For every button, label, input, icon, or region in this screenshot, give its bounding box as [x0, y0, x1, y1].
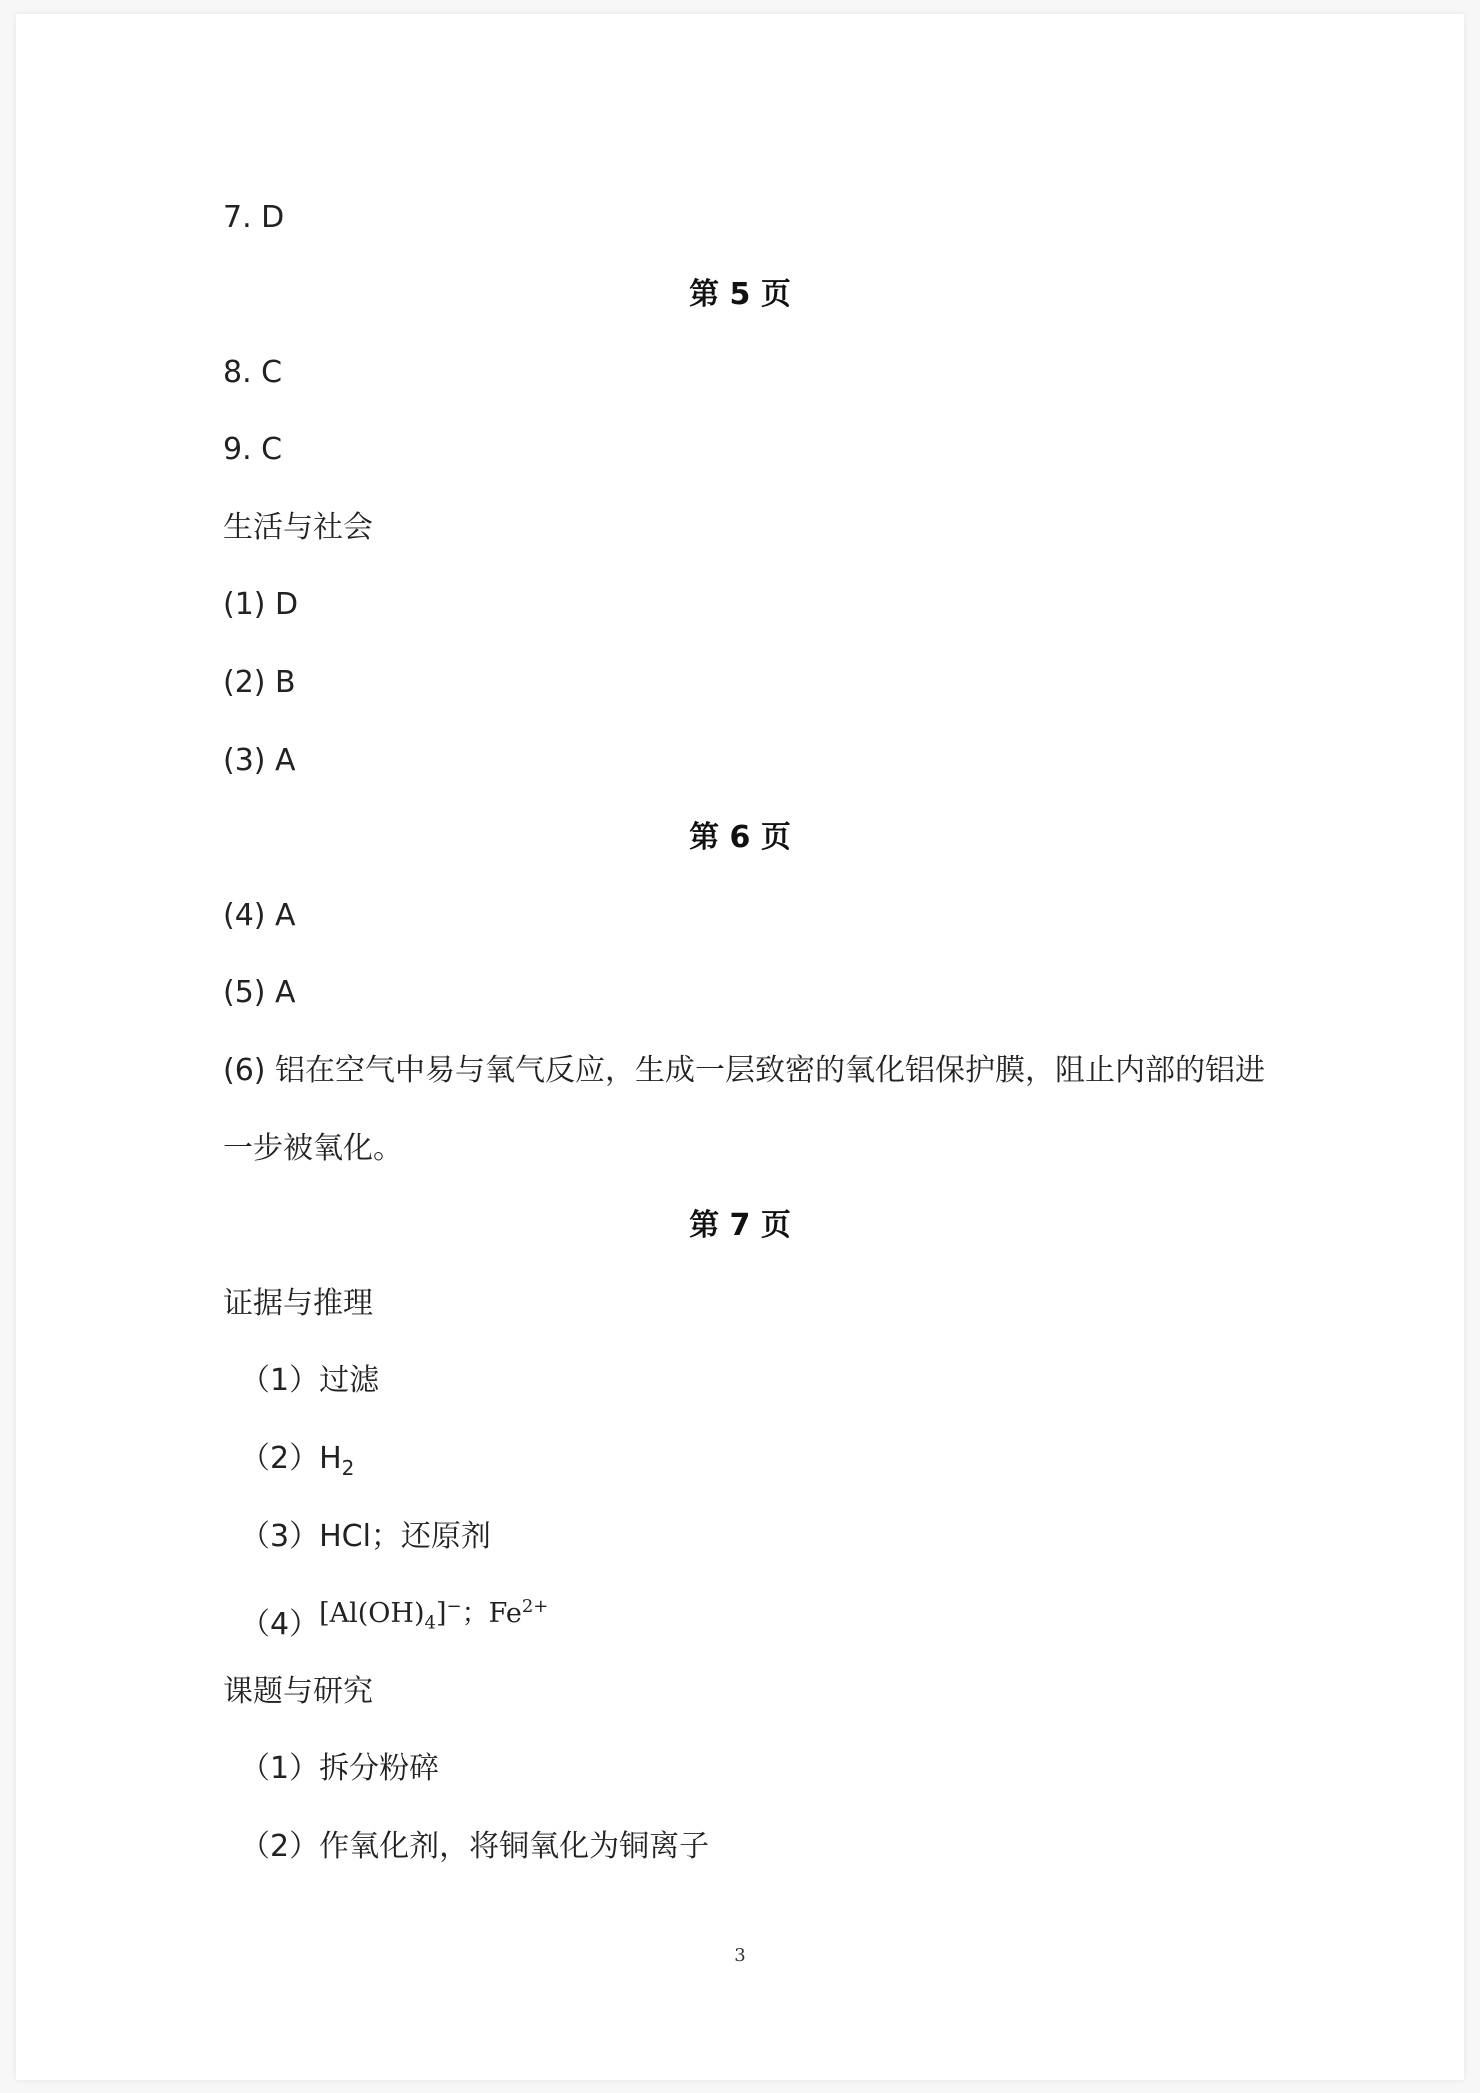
formula-al-fe	[319, 1596, 549, 1634]
answer-life-3: (3) A	[223, 743, 296, 778]
section-evidence-reasoning: 证据与推理	[223, 1286, 373, 1321]
formula-separator: ；	[461, 1598, 489, 1629]
answer-life-5: (5) A	[223, 975, 296, 1010]
formula-fe-sup: 2+	[521, 1596, 549, 1617]
answer-life-2: (2) B	[223, 665, 296, 700]
answer-evidence-4	[240, 1596, 549, 1655]
answer-research-2: （2）作氧化剂，将铜氧化为铜离子	[240, 1829, 710, 1864]
answer-evidence-2	[240, 1439, 354, 1488]
answer-life-6: (6) 铝在空气中易与氧气反应，生成一层致密的氧化铝保护膜，阻止内部的铝进	[223, 1053, 1266, 1088]
section-life-society: 生活与社会	[223, 510, 373, 545]
h2-subscript: 2	[341, 1456, 355, 1480]
formula-al-sub: 4	[424, 1612, 436, 1634]
answer-evidence-4-label: （4）	[240, 1607, 320, 1642]
page-number: 3	[734, 1945, 746, 1966]
formula-al-bracket: ]	[435, 1598, 447, 1629]
answer-life-1: (1) D	[223, 587, 299, 622]
page-heading-7: 第 7 页	[689, 1208, 791, 1243]
section-topic-research: 课题与研究	[223, 1674, 373, 1709]
answer-8: 8. C	[223, 355, 283, 390]
answer-life-6-continued: 一步被氧化。	[223, 1131, 403, 1166]
page-heading-6: 第 6 页	[689, 820, 791, 855]
answer-life-4: (4) A	[223, 898, 296, 933]
answer-evidence-2-text: （2）H	[240, 1441, 342, 1476]
formula-fe: Fe	[488, 1598, 522, 1629]
answer-9: 9. C	[223, 432, 283, 467]
document-page	[16, 14, 1464, 2080]
answer-7: 7. D	[223, 200, 285, 235]
answer-research-1: （1）拆分粉碎	[240, 1751, 440, 1786]
answer-evidence-3: （3）HCl；还原剂	[240, 1519, 491, 1554]
page-heading-5: 第 5 页	[689, 277, 791, 312]
answer-evidence-1: （1）过滤	[240, 1363, 380, 1398]
formula-al-sup: −	[446, 1596, 462, 1617]
formula-al-prefix: [Al(OH)	[319, 1598, 425, 1629]
